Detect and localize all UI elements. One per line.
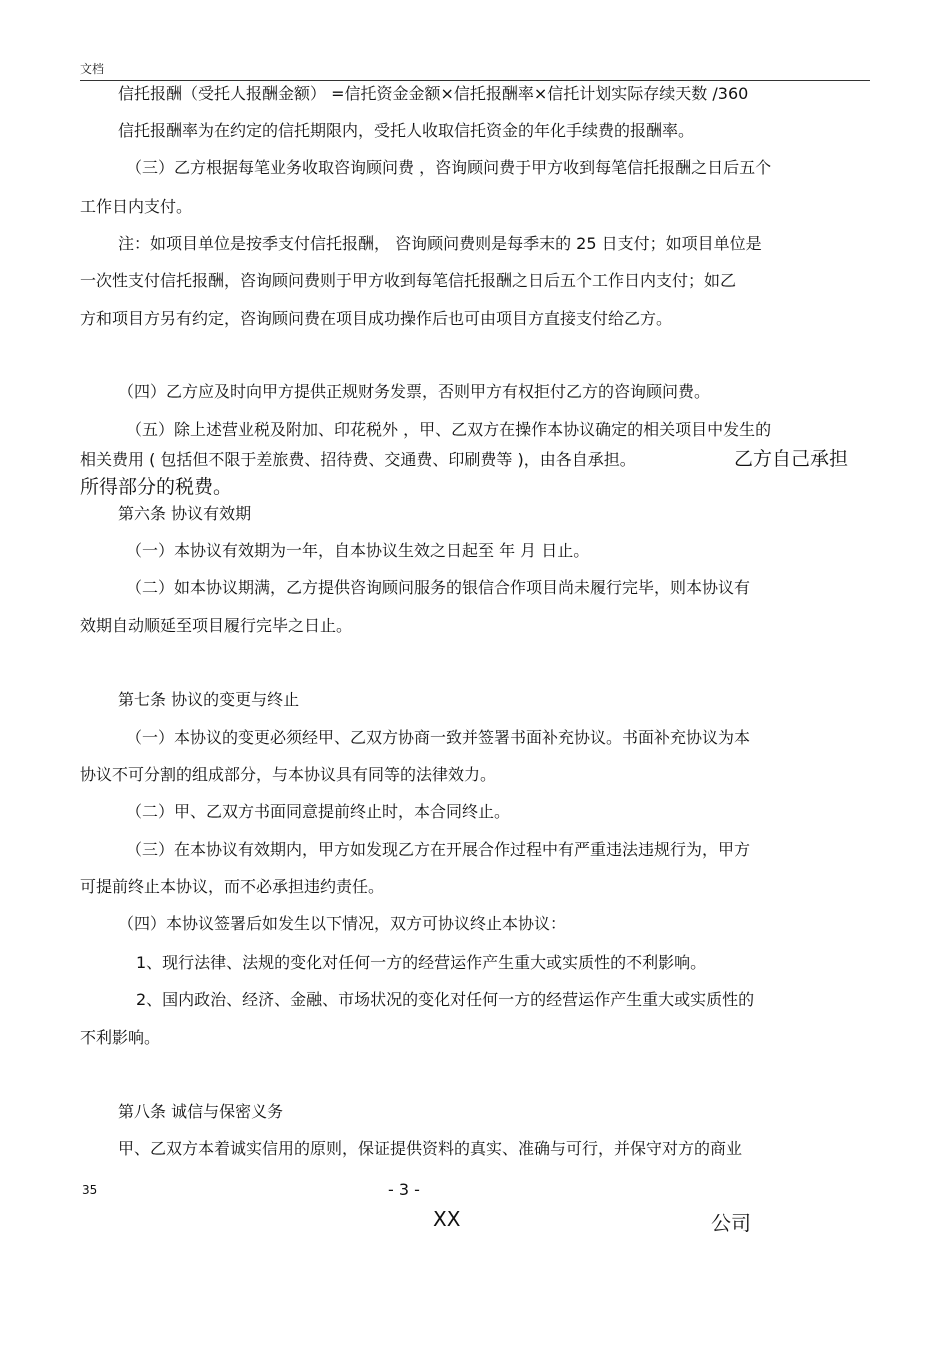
list-item: 2、国内政治、经济、金融、市场状况的变化对任何一方的经营运作产生重大或实质性的 [136, 990, 755, 1009]
text-line: 一次性支付信托报酬，咨询顾问费则于甲方收到每笔信托报酬之日后五个工作日内支付；如乙 [80, 271, 737, 290]
text-line: 效期自动顺延至项目履行完毕之日止。 [80, 616, 353, 635]
text-line: （二）甲、乙双方书面同意提前终止时，本合同终止。 [126, 802, 511, 821]
footer-number: 35 [82, 1183, 98, 1197]
text-line: 协议不可分割的组成部分，与本协议具有同等的法律效力。 [80, 765, 497, 784]
article-heading: 第六条 协议有效期 [118, 504, 252, 523]
text-line: （一）本协议有效期为一年，自本协议生效之日起至 年 月 日止。 [126, 541, 590, 560]
handwritten-note: 乙方自己承担 [734, 448, 849, 470]
header-label: 文档 [80, 62, 105, 76]
text-line: （二）如本协议期满，乙方提供咨询顾问服务的银信合作项目尚未履行完毕，则本协议有 [126, 578, 751, 597]
text-line: 方和项目方另有约定，咨询顾问费在项目成功操作后也可由项目方直接支付给乙方。 [80, 309, 673, 328]
text-line: 工作日内支付。 [80, 197, 193, 216]
article-heading: 第七条 协议的变更与终止 [118, 690, 300, 709]
text-line: （四）乙方应及时向甲方提供正规财务发票，否则甲方有权拒付乙方的咨询顾问费。 [118, 382, 711, 401]
text-line: （三）在本协议有效期内，甲方如发现乙方在开展合作过程中有严重违法违规行为，甲方 [126, 840, 751, 859]
text-line: 相关费用 ( 包括但不限于差旅费、招待费、交通费、印刷费等 )，由各自承担。 [80, 450, 636, 469]
text-line: （一）本协议的变更必须经甲、乙双方协商一致并签署书面补充协议。书面补充协议为本 [126, 728, 751, 747]
text-line: 可提前终止本协议，而不必承担违约责任。 [80, 877, 385, 896]
text-line: 注：如项目单位是按季支付信托报酬， 咨询顾问费则是每季末的 25 日支付；如项目单位是 [118, 234, 762, 253]
text-line: （三）乙方根据每笔业务收取咨询顾问费 ，咨询顾问费于甲方收到每笔信托报酬之日后五个 [126, 158, 772, 177]
company-name-suffix: 公司 [711, 1211, 751, 1235]
header-rule [80, 80, 870, 81]
text-line: 信托报酬（受托人报酬金额） =信托资金金额×信托报酬率×信托计划实际存续天数 /360 [118, 84, 749, 103]
text-line: （五）除上述营业税及附加、印花税外 ，甲、乙双方在操作本协议确定的相关项目中发生的 [126, 420, 772, 439]
text-line: 不利影响。 [80, 1028, 161, 1047]
text-line: 甲、乙双方本着诚实信用的原则，保证提供资料的真实、准确与可行，并保守对方的商业 [118, 1139, 743, 1158]
page-number: - 3 - [388, 1180, 420, 1199]
handwritten-note: 所得部分的税费。 [80, 476, 233, 498]
company-name-prefix: XX [433, 1207, 461, 1231]
list-item: 1、现行法律、法规的变化对任何一方的经营运作产生重大或实质性的不利影响。 [136, 953, 707, 972]
text-line: （四）本协议签署后如发生以下情况，双方可协议终止本协议： [118, 914, 567, 933]
text-line: 信托报酬率为在约定的信托期限内，受托人收取信托资金的年化手续费的报酬率。 [118, 121, 695, 140]
article-heading: 第八条 诚信与保密义务 [118, 1102, 284, 1121]
